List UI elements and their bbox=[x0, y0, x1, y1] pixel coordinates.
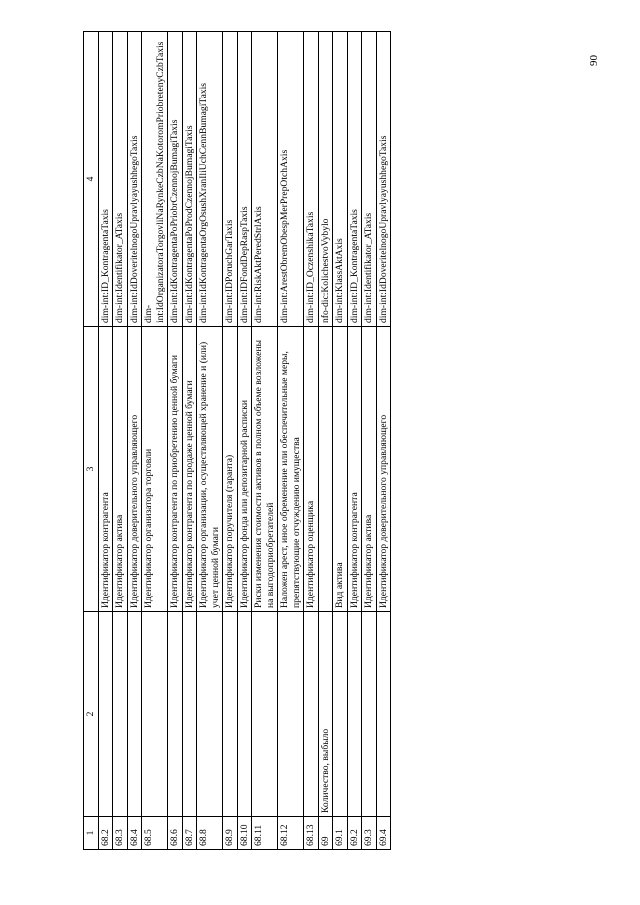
data-table bbox=[83, 31, 391, 850]
cell-description: Наложен арест, иное обременение или обеспечительные меры, препятствующие отчуждению имущества bbox=[278, 327, 304, 612]
cell-description: Идентификатор фонда или депозитарной расписки bbox=[237, 327, 252, 612]
table-row bbox=[237, 32, 252, 850]
cell-number: 68.3 bbox=[113, 817, 128, 850]
page-number: 90 bbox=[588, 55, 600, 66]
cell-number: 68.4 bbox=[127, 817, 142, 850]
cell-indicator bbox=[98, 612, 113, 817]
cell-description: Идентификатор актива bbox=[362, 327, 377, 612]
cell-code: dim-int:ID_OczenshikaTaxis bbox=[304, 32, 319, 327]
table-row bbox=[347, 32, 362, 850]
cell-description: Идентификатор оценщика bbox=[304, 327, 319, 612]
cell-indicator bbox=[347, 612, 362, 817]
cell-number: 68.5 bbox=[142, 817, 168, 850]
table-row bbox=[333, 32, 348, 850]
header-row bbox=[84, 32, 99, 850]
cell-number: 68.6 bbox=[168, 817, 183, 850]
cell-code: dim-int:IdDoveritelnogoUpravlyayushhegoTaxis bbox=[376, 32, 391, 327]
table-row bbox=[252, 32, 278, 850]
cell-indicator bbox=[142, 612, 168, 817]
table-row bbox=[318, 32, 333, 850]
cell-number: 69.1 bbox=[333, 817, 348, 850]
cell-code: dim-int:ID_KontragentaTaxis bbox=[98, 32, 113, 327]
cell-number: 68.7 bbox=[182, 817, 197, 850]
table-row bbox=[142, 32, 168, 850]
table-body bbox=[98, 32, 391, 850]
cell-number: 68.2 bbox=[98, 817, 113, 850]
cell-code: dim-int:Identifikator_ATaxis bbox=[113, 32, 128, 327]
table-row bbox=[376, 32, 391, 850]
cell-indicator bbox=[252, 612, 278, 817]
cell-description: Идентификатор контрагента по продаже ценной бумаги bbox=[182, 327, 197, 612]
cell-number: 69.3 bbox=[362, 817, 377, 850]
cell-indicator bbox=[333, 612, 348, 817]
cell-indicator bbox=[362, 612, 377, 817]
cell-description: Идентификатор доверительного управляющего bbox=[376, 327, 391, 612]
table-row bbox=[113, 32, 128, 850]
cell-code: dim-int:Identifikator_ATaxis bbox=[362, 32, 377, 327]
cell-code: dim-int:IDPoruchGarTaxis bbox=[223, 32, 238, 327]
cell-indicator bbox=[376, 612, 391, 817]
cell-number: 68.12 bbox=[278, 817, 304, 850]
cell-code: dim-int:ID_KontragentaTaxis bbox=[347, 32, 362, 327]
column-header-2: 2 bbox=[84, 612, 99, 817]
column-header-3: 3 bbox=[84, 327, 99, 612]
column-header-1: 1 bbox=[84, 817, 99, 850]
table-row bbox=[223, 32, 238, 850]
cell-number: 68.8 bbox=[197, 817, 223, 850]
cell-code: dim-int:IDFondDepRaspTaxis bbox=[237, 32, 252, 327]
table-row bbox=[127, 32, 142, 850]
cell-code: dim-int:IdDoveritelnogoUpravlyayushhegoTaxis bbox=[127, 32, 142, 327]
table-row bbox=[278, 32, 304, 850]
cell-code: dim-int:IdOrganizatoraTorgovliNaRynkeCzbNaKotoromPriobretenyCzbTaxis bbox=[142, 32, 168, 327]
cell-indicator bbox=[304, 612, 319, 817]
cell-indicator: Количество, выбыло bbox=[318, 612, 333, 817]
cell-number: 69 bbox=[318, 817, 333, 850]
table-row bbox=[168, 32, 183, 850]
table-row bbox=[197, 32, 223, 850]
rotated-table-wrapper bbox=[83, 41, 590, 850]
cell-number: 68.10 bbox=[237, 817, 252, 850]
cell-description: Идентификатор контрагента bbox=[347, 327, 362, 612]
cell-description: Идентификатор доверительного управляющего bbox=[127, 327, 142, 612]
cell-indicator bbox=[278, 612, 304, 817]
cell-code: nfo-dic:KolichestvoVybylo bbox=[318, 32, 333, 327]
column-header-4: 4 bbox=[84, 32, 99, 327]
cell-indicator bbox=[127, 612, 142, 817]
cell-number: 68.9 bbox=[223, 817, 238, 850]
cell-description: Идентификатор контрагента bbox=[98, 327, 113, 612]
cell-description: Идентификатор контрагента по приобретению ценной бумаги bbox=[168, 327, 183, 612]
cell-indicator bbox=[197, 612, 223, 817]
cell-description: Риски изменения стоимости активов в полном объеме возложены на выгодоприобретателей bbox=[252, 327, 278, 612]
cell-code: dim-int:ArestObremObespMerPrepOtchAxis bbox=[278, 32, 304, 327]
cell-number: 69.2 bbox=[347, 817, 362, 850]
cell-code: dim-int:RiskAktPeredStrlAxis bbox=[252, 32, 278, 327]
cell-number: 69.4 bbox=[376, 817, 391, 850]
table-row bbox=[304, 32, 319, 850]
cell-description: Идентификатор организации, осуществляющей хранение и (или) учет ценной бумаги bbox=[197, 327, 223, 612]
cell-description: Идентификатор поручителя (гаранта) bbox=[223, 327, 238, 612]
cell-code: dim-int:KlassAktAxis bbox=[333, 32, 348, 327]
cell-number: 68.11 bbox=[252, 817, 278, 850]
table-row bbox=[182, 32, 197, 850]
cell-indicator bbox=[113, 612, 128, 817]
cell-code: dim-int:IdKontragentaOrgOsushXranIliUchCennBumagiTaxis bbox=[197, 32, 223, 327]
cell-indicator bbox=[168, 612, 183, 817]
cell-description: Идентификатор актива bbox=[113, 327, 128, 612]
cell-indicator bbox=[223, 612, 238, 817]
table-row bbox=[98, 32, 113, 850]
cell-indicator bbox=[182, 612, 197, 817]
cell-description: Вид актива bbox=[333, 327, 348, 612]
cell-number: 68.13 bbox=[304, 817, 319, 850]
cell-code: dim-int:IdKontragentaPoPriobrCzennojBumagiTaxis bbox=[168, 32, 183, 327]
table-row bbox=[362, 32, 377, 850]
cell-description bbox=[318, 327, 333, 612]
cell-description: Идентификатор организатора торговли bbox=[142, 327, 168, 612]
table-header bbox=[84, 32, 99, 850]
cell-code: dim-int:IdKontragentaPoProdCzennojBumagiTaxis bbox=[182, 32, 197, 327]
cell-indicator bbox=[237, 612, 252, 817]
